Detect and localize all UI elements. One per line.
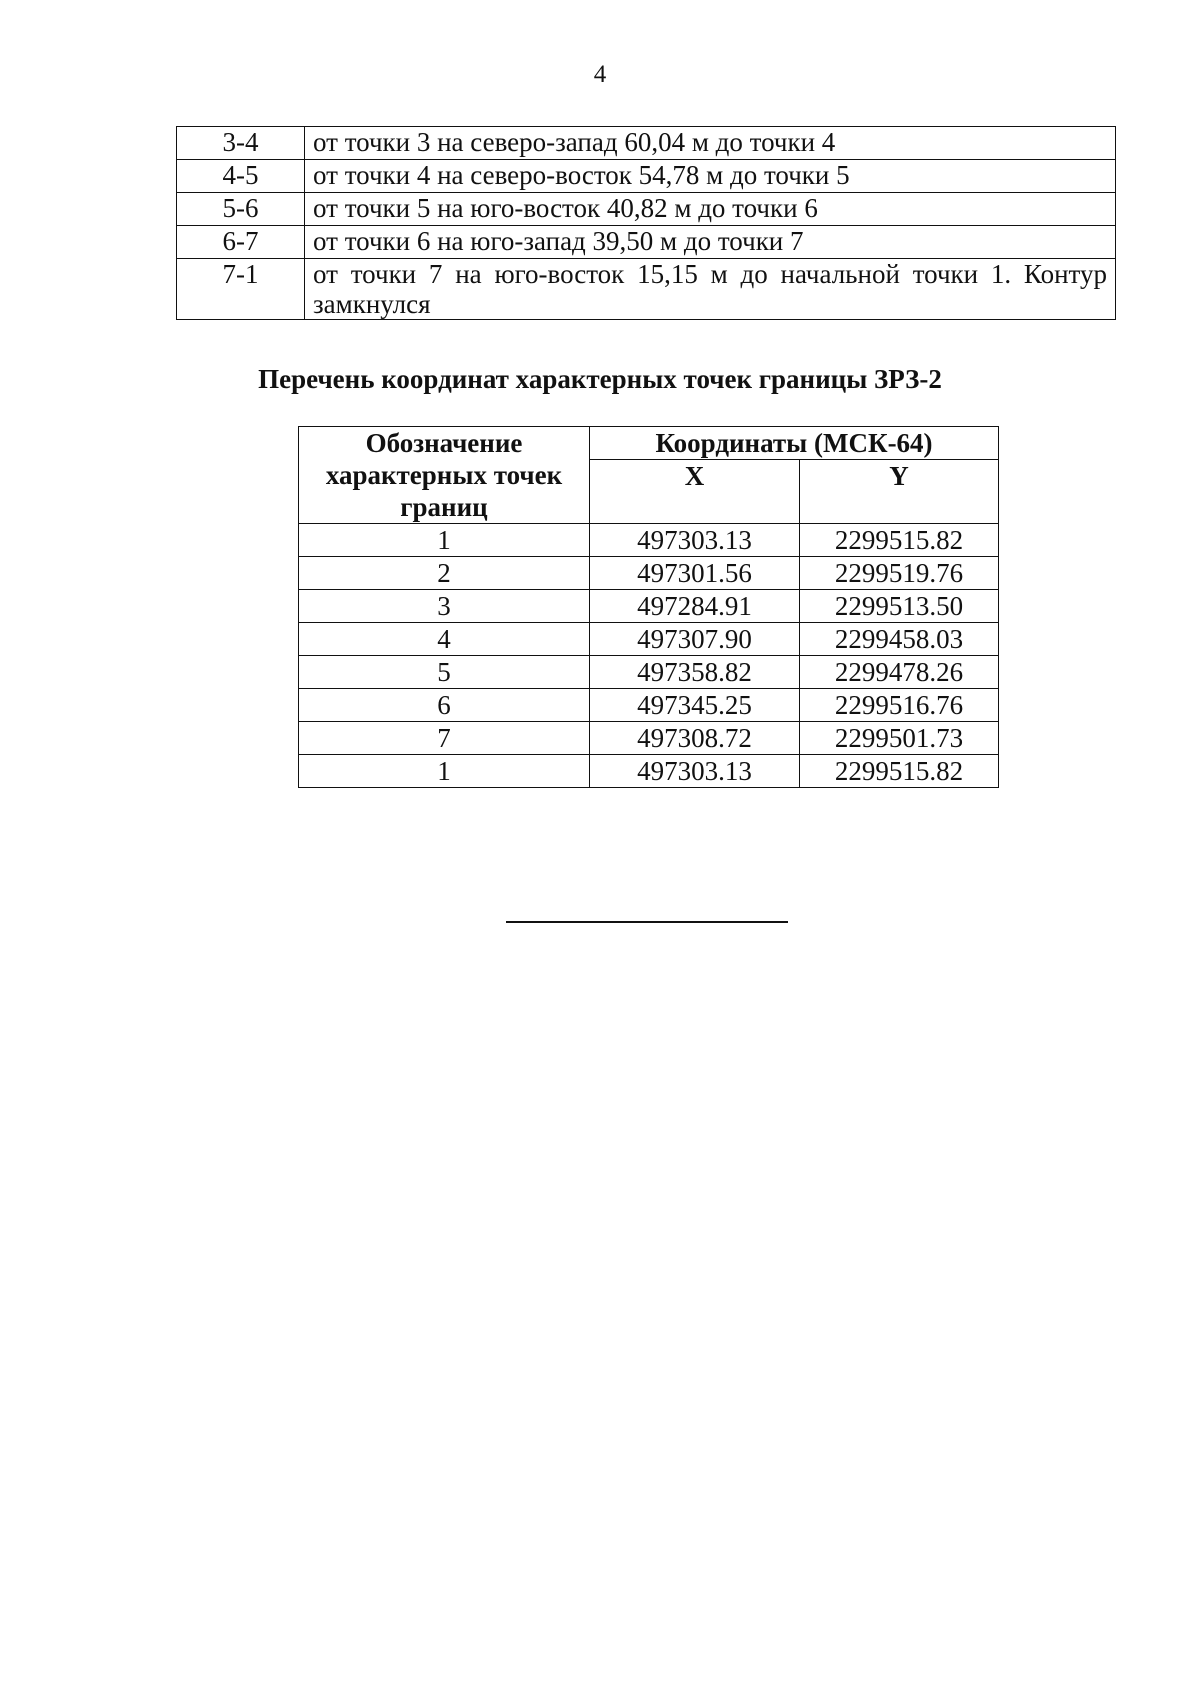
table-row bbox=[177, 127, 1116, 160]
header-coordinates: Координаты (МСК-64) bbox=[590, 427, 999, 460]
table-row bbox=[299, 656, 999, 689]
table-header-row bbox=[299, 427, 999, 460]
y-cell: 2299515.82 bbox=[800, 755, 999, 788]
x-cell: 497358.82 bbox=[590, 656, 800, 689]
table-row bbox=[299, 689, 999, 722]
y-cell: 2299458.03 bbox=[800, 623, 999, 656]
section-title: Перечень координат характерных точек границы ЗРЗ-2 bbox=[258, 364, 942, 394]
x-cell: 497303.13 bbox=[590, 755, 800, 788]
table-row bbox=[299, 623, 999, 656]
table-row bbox=[299, 557, 999, 590]
x-cell: 497303.13 bbox=[590, 524, 800, 557]
table-row bbox=[299, 590, 999, 623]
table-row bbox=[177, 193, 1116, 226]
segment-id-cell: 7-1 bbox=[177, 259, 305, 320]
header-x: X bbox=[590, 460, 800, 524]
table-row bbox=[177, 160, 1116, 193]
segment-id-cell: 4-5 bbox=[177, 160, 305, 193]
table-row bbox=[177, 259, 1116, 320]
table-row bbox=[177, 226, 1116, 259]
x-cell: 497345.25 bbox=[590, 689, 800, 722]
point-cell: 3 bbox=[299, 590, 590, 623]
segment-id-cell: 5-6 bbox=[177, 193, 305, 226]
point-cell: 5 bbox=[299, 656, 590, 689]
point-cell: 7 bbox=[299, 722, 590, 755]
point-cell: 1 bbox=[299, 755, 590, 788]
point-cell: 4 bbox=[299, 623, 590, 656]
segment-description-cell: от точки 4 на северо-восток 54,78 м до точки 5 bbox=[305, 160, 1116, 193]
table-row bbox=[299, 524, 999, 557]
y-cell: 2299519.76 bbox=[800, 557, 999, 590]
table-row bbox=[299, 755, 999, 788]
coordinates-table bbox=[298, 426, 999, 788]
point-cell: 6 bbox=[299, 689, 590, 722]
header-point-designation: Обозначение характерных точек границ bbox=[299, 427, 590, 524]
x-cell: 497301.56 bbox=[590, 557, 800, 590]
end-of-document-rule bbox=[506, 921, 788, 923]
table-row bbox=[299, 722, 999, 755]
point-cell: 2 bbox=[299, 557, 590, 590]
page-number: 4 bbox=[593, 61, 607, 88]
x-cell: 497307.90 bbox=[590, 623, 800, 656]
segment-id-cell: 3-4 bbox=[177, 127, 305, 160]
point-cell: 1 bbox=[299, 524, 590, 557]
segment-id-cell: 6-7 bbox=[177, 226, 305, 259]
segment-description-cell: от точки 5 на юго-восток 40,82 м до точки 6 bbox=[305, 193, 1116, 226]
segment-description-cell: от точки 6 на юго-запад 39,50 м до точки 7 bbox=[305, 226, 1116, 259]
header-y: Y bbox=[800, 460, 999, 524]
segment-description-cell: от точки 7 на юго-восток 15,15 м до начальной точки 1. Контур замкнулся bbox=[305, 259, 1116, 320]
y-cell: 2299516.76 bbox=[800, 689, 999, 722]
y-cell: 2299513.50 bbox=[800, 590, 999, 623]
segment-description-cell: от точки 3 на северо-запад 60,04 м до точки 4 bbox=[305, 127, 1116, 160]
segments-table bbox=[176, 126, 1116, 320]
x-cell: 497308.72 bbox=[590, 722, 800, 755]
y-cell: 2299478.26 bbox=[800, 656, 999, 689]
y-cell: 2299501.73 bbox=[800, 722, 999, 755]
y-cell: 2299515.82 bbox=[800, 524, 999, 557]
x-cell: 497284.91 bbox=[590, 590, 800, 623]
